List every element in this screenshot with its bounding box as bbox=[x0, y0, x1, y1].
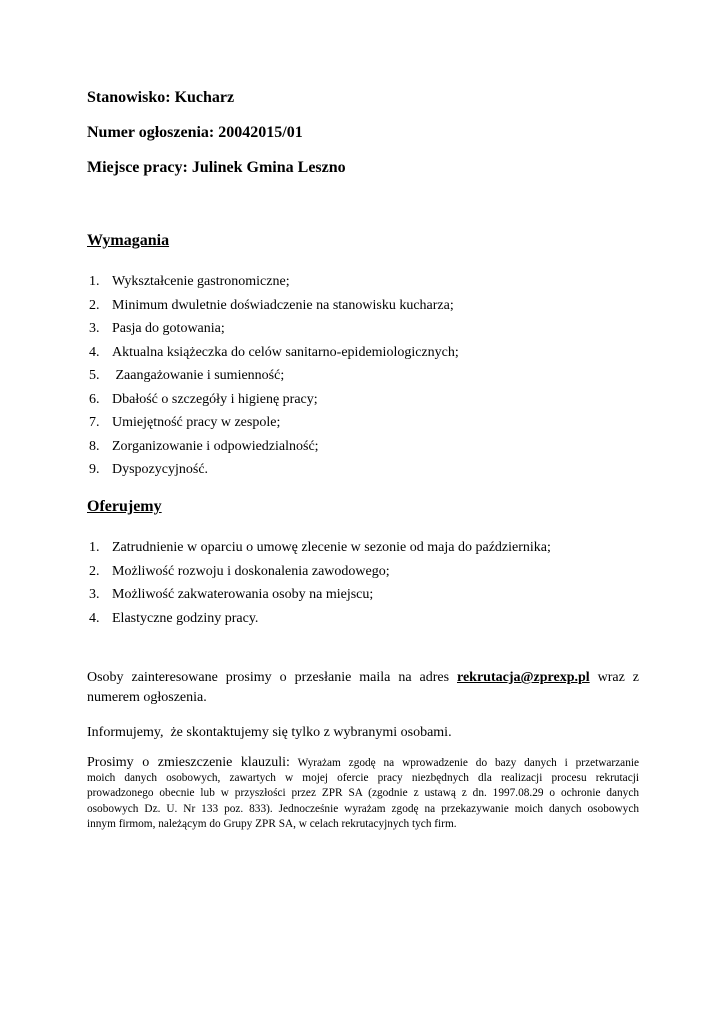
clause-paragraph bbox=[87, 755, 639, 833]
list-text: Wykształcenie gastronomiczne; bbox=[112, 274, 290, 289]
list-text: Minimum dwuletnie doświadczenie na stanowisku kucharza; bbox=[112, 297, 454, 313]
contact-paragraph bbox=[87, 668, 639, 708]
clause-text: Wyrażam zgodę na wprowadzenie do bazy danych i przetwarzanie bbox=[297, 757, 640, 769]
list-text: Elastyczne godziny pracy. bbox=[112, 610, 259, 626]
list-text: Pasja do gotowania; bbox=[112, 321, 225, 336]
list-number: 2. bbox=[89, 297, 100, 313]
list-text: Dyspozycyjność. bbox=[112, 462, 209, 477]
list-number: 8. bbox=[89, 438, 100, 454]
clause-line-5: innym firmom, należącym do Grupy ZPR SA, w celach rekrutacyjnych tych firm. bbox=[87, 818, 457, 830]
list-text: Zaangażowanie i sumienność; bbox=[112, 368, 285, 383]
list-number: 5. bbox=[89, 368, 100, 383]
workplace-heading: Miejsce pracy: Julinek Gmina Leszno bbox=[87, 159, 346, 176]
clause-line-3: prowadzonego obecnie lub w przyszłości przez ZPR SA (zgodnie z ustawą z dn. 1997.08.29 o ochronie danych bbox=[87, 787, 639, 799]
list-number: 4. bbox=[89, 610, 100, 626]
list-number: 3. bbox=[89, 321, 100, 336]
list-number: 6. bbox=[89, 391, 100, 407]
list-number: 2. bbox=[89, 563, 100, 579]
contact-line-1 bbox=[87, 668, 639, 688]
clause-line-1 bbox=[87, 755, 639, 771]
list-number: 9. bbox=[89, 462, 100, 477]
list-text: Możliwość zakwaterowania osoby na miejscu; bbox=[112, 587, 374, 602]
requirements-title: Wymagania bbox=[87, 232, 170, 249]
list-number: 1. bbox=[89, 540, 100, 555]
offer-title: Oferujemy bbox=[87, 498, 162, 515]
list-text: Możliwość rozwoju i doskonalenia zawodowego; bbox=[112, 563, 390, 579]
list-text: Zorganizowanie i odpowiedzialność; bbox=[112, 438, 319, 454]
clause-line-2: moich danych osobowych, zawartych w mojej ofercie pracy niezbędnych dla realizacji procesu rekrutacji bbox=[87, 771, 639, 784]
clause-line-4: osobowych Dz. U. Nr 133 poz. 833). Jednocześnie wyrażam zgodę na przekazywanie moich danych osobowych bbox=[87, 802, 639, 815]
list-text: Umiejętność pracy w zespole; bbox=[112, 415, 281, 430]
list-number: 7. bbox=[89, 415, 100, 430]
list-number: 4. bbox=[89, 344, 100, 360]
contact-line-2: numerem ogłoszenia. bbox=[87, 690, 207, 705]
list-number: 1. bbox=[89, 274, 100, 289]
list-text: Zatrudnienie w oparciu o umowę zlecenie w sezonie od maja do października; bbox=[112, 540, 551, 555]
list-text: Aktualna książeczka do celów sanitarno-epidemiologicznych; bbox=[112, 344, 459, 360]
list-number: 3. bbox=[89, 587, 100, 602]
contact-text-after: wraz z bbox=[597, 670, 640, 685]
ad-number-heading: Numer ogłoszenia: 20042015/01 bbox=[87, 124, 303, 141]
list-text: Dbałość o szczegóły i higienę pracy; bbox=[112, 391, 318, 407]
position-heading: Stanowisko: Kucharz bbox=[87, 89, 235, 106]
clause-label: Prosimy o zmieszczenie klauzuli: bbox=[87, 755, 290, 770]
email-link[interactable]: rekrutacja@zprexp.pl bbox=[457, 670, 590, 685]
contact-text: Osoby zainteresowane prosimy o przesłanie maila na adres bbox=[87, 670, 450, 685]
info-paragraph: Informujemy, że skontaktujemy się tylko z wybranymi osobami. bbox=[87, 725, 452, 740]
